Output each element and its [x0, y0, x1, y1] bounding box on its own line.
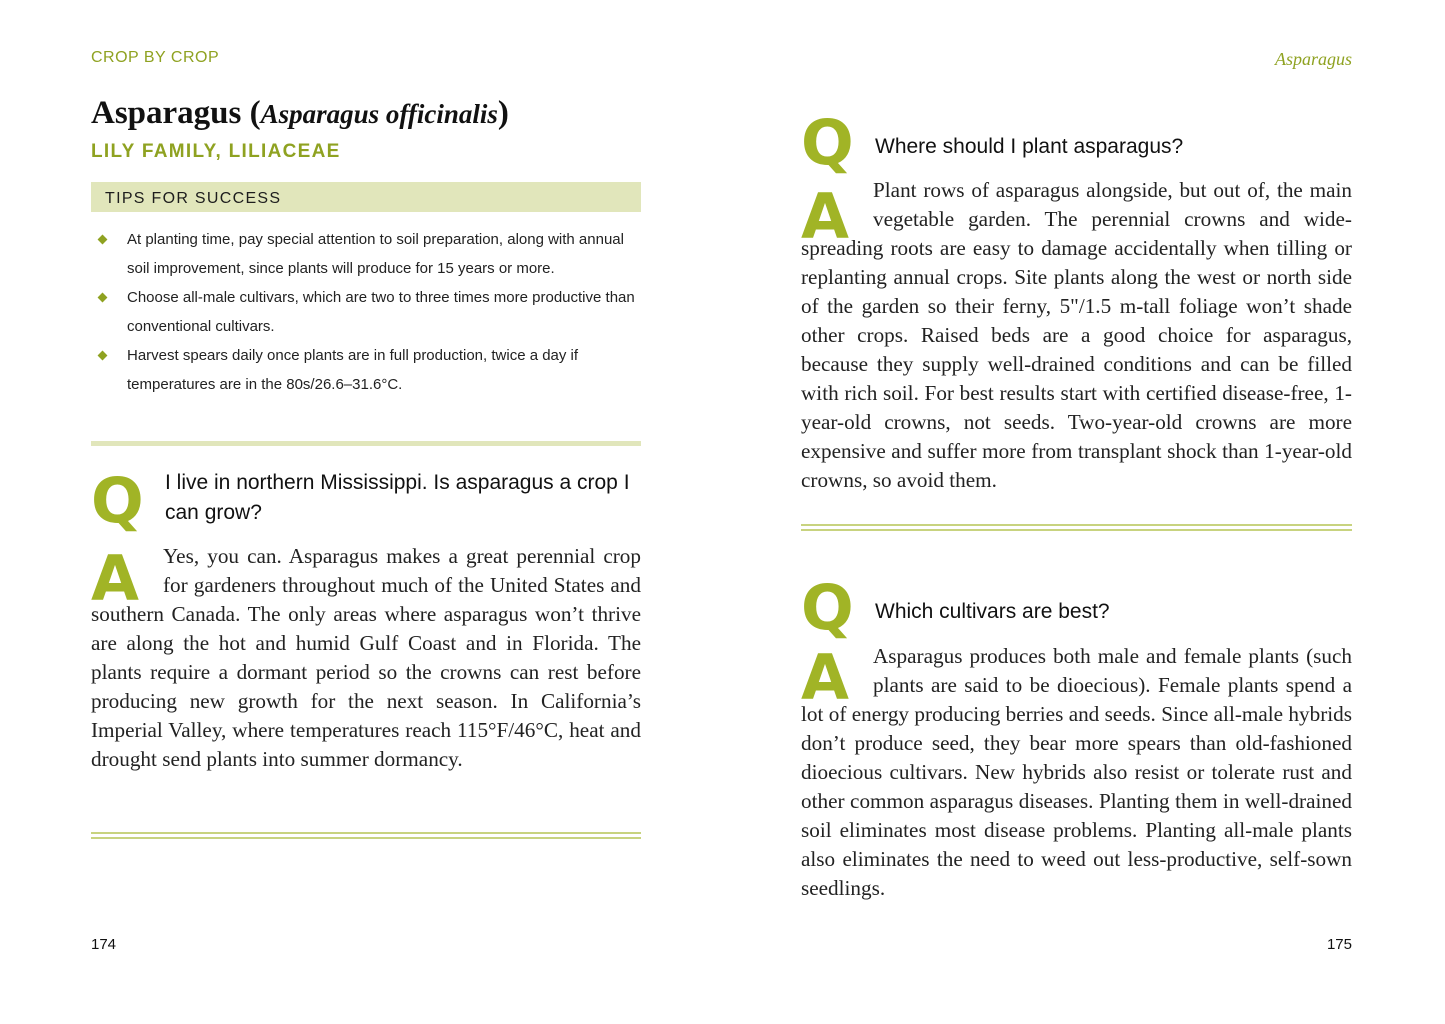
tip-text: Choose all-male cultivars, which are two to three times more productive than conventional cultivars.: [127, 289, 635, 335]
section-divider: [801, 524, 1352, 531]
page-number-left: 174: [91, 936, 117, 953]
title-latin: Asparagus officinalis: [260, 99, 498, 129]
running-head-left: CROP BY CROP: [91, 49, 220, 66]
answer-paragraph: Yes, you can. Asparagus makes a great perennial crop for gardeners throughout much of the United States and southern Canada. The only areas where asparagus won’t thrive are along the hot and humid Gulf Coast and in Florida. The plants require a dormant period so the crowns can rest before producing new growth for the next season. In California’s Imperial Valley, where temperatures reach 115°F/46°C, heat and drought send plants into summer dormancy.: [91, 544, 641, 771]
tip-text: At planting time, pay special attention to soil preparation, along with annual soil improvement, since plants will produce for 15 years or more.: [127, 231, 624, 277]
tips-list: [91, 225, 641, 399]
question-text: Where should I plant asparagus?: [875, 135, 1184, 158]
answer-paragraph: Plant rows of asparagus alongside, but out of, the main vegetable garden. The perennial crowns and wide-spreading roots are easy to damage accidentally when tilling or replanting annual crops. Site plants along the west or north side of the garden so their ferny, 5"/1.5 m-tall foliage won’t shade other crops. Raised beds are a good choice for asparagus, because they supply well-drained conditions and can be filled with rich soil. For best results start with certified disease-free, 1-year-old crowns, not seeds. Two-year-old crowns are more expensive and suffer more from transplant shock than 1-year-old crowns, so avoid them.: [801, 178, 1352, 492]
a-glyph: A: [801, 641, 849, 714]
tip-item: [91, 225, 641, 283]
q-glyph: Q: [801, 106, 854, 179]
entry-title: [91, 95, 509, 132]
tip-item: [91, 341, 641, 399]
tips-heading: TIPS FOR SUCCESS: [105, 190, 282, 207]
a-glyph: A: [801, 180, 849, 253]
question-text: I live in northern Mississippi. Is asparagus a crop I can grow?: [165, 471, 630, 524]
title-common: Asparagus (: [91, 95, 261, 131]
plant-family: LILY FAMILY, LILIACEAE: [91, 141, 341, 162]
diamond-bullet-icon: [98, 235, 108, 245]
tip-text: Harvest spears daily once plants are in full production, twice a day if temperatures are in the 80s/26.6–31.6°C.: [127, 347, 579, 393]
q-glyph: Q: [91, 464, 144, 537]
a-glyph: A: [91, 542, 139, 615]
diamond-bullet-icon: [98, 293, 108, 303]
answer-paragraph: Asparagus produces both male and female plants (such plants are said to be dioecious). Female plants spend a lot of energy producing berries and seeds. Since all-male hybrids don’t produce seed, they bear more spears than old-fashioned dioecious cultivars. New hybrids also resist or tolerate rust and other common asparagus diseases. Planting them in well-drained soil eliminates most disease problems. Planting all-male plants also eliminates the need to weed out less-productive, self-sown seedlings.: [801, 644, 1352, 900]
page-number-right: 175: [1326, 936, 1352, 953]
answer-text: [91, 542, 641, 774]
tips-bottom-rule: [91, 441, 641, 446]
answer-text: [801, 642, 1352, 903]
tips-header: [91, 182, 641, 212]
question-text: Which cultivars are best?: [875, 600, 1110, 623]
q-glyph: Q: [801, 571, 854, 644]
left-page: [91, 0, 641, 1024]
title-close: ): [497, 95, 509, 131]
tip-item: [91, 283, 641, 341]
section-divider: [91, 832, 641, 839]
running-head-right: Asparagus: [1274, 49, 1352, 69]
diamond-bullet-icon: [98, 351, 108, 361]
answer-text: [801, 176, 1352, 495]
right-page: [801, 0, 1352, 1024]
